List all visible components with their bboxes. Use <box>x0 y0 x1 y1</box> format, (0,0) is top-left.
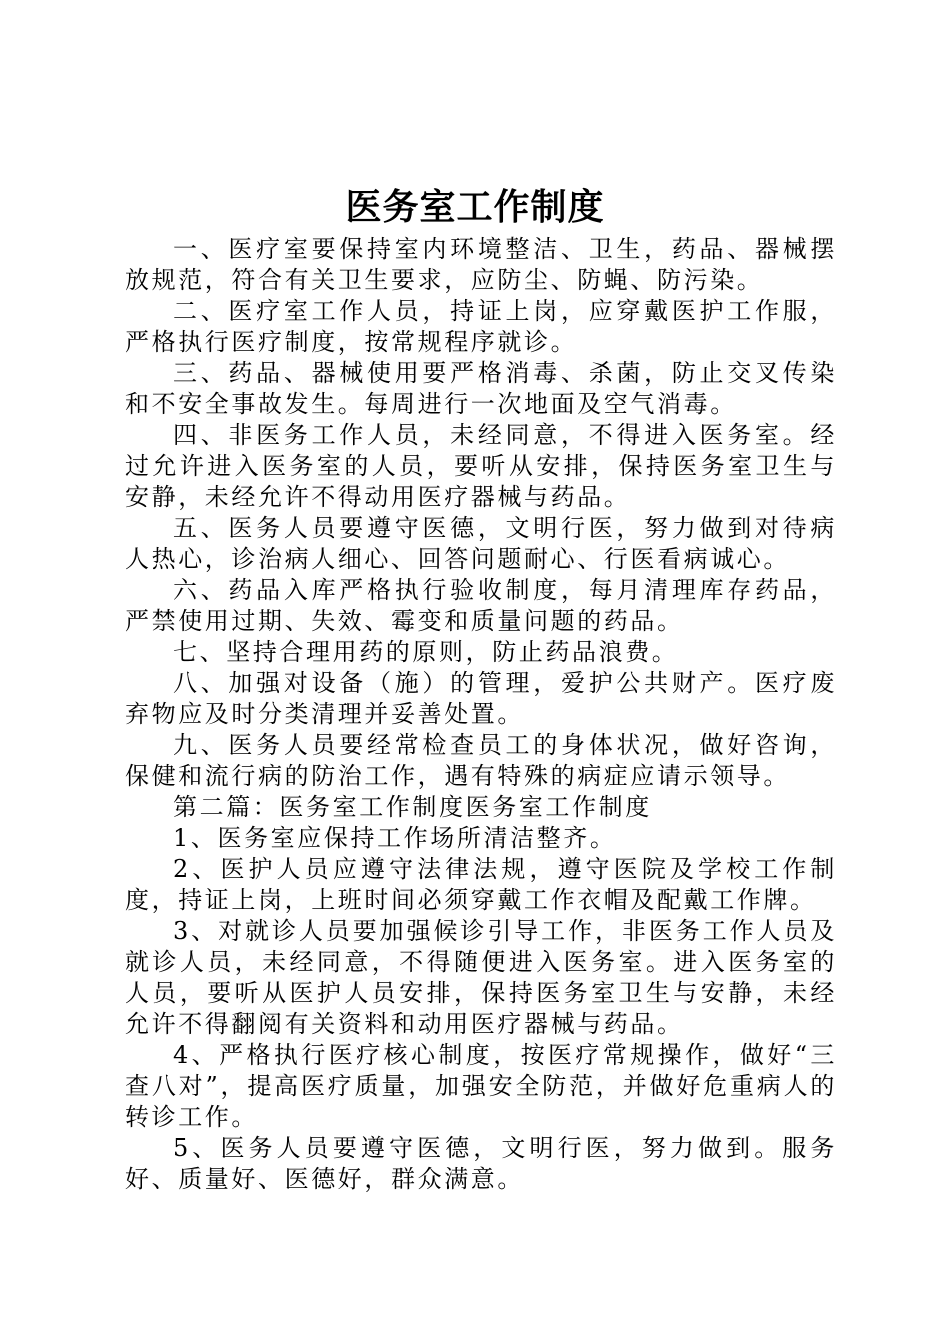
paragraph: 五、医务人员要遵守医德，文明行医，努力做到对待病人热心，诊治病人细心、回答问题耐心、行医看病诚心。 <box>125 514 837 573</box>
paragraph: 3、对就诊人员要加强候诊引导工作，非医务工作人员及就诊人员，未经同意，不得随便进入医务室。进入医务室的人员，要听从医护人员安排，保持医务室卫生与安静，未经允许不得翻阅有关资料和动用医疗器械与药品。 <box>125 917 837 1038</box>
paragraph: 四、非医务工作人员，未经同意，不得进入医务室。经过允许进入医务室的人员，要听从安排，保持医务室卫生与安静，未经允许不得动用医疗器械与药品。 <box>125 421 837 511</box>
paragraph: 二、医疗室工作人员，持证上岗，应穿戴医护工作服，严格执行医疗制度，按常规程序就诊。 <box>125 297 837 356</box>
paragraph: 1、医务室应保持工作场所清洁整齐。 <box>173 824 617 852</box>
paragraph: 4、严格执行医疗核心制度，按医疗常规操作，做好“三查八对”，提高医疗质量，加强安全防范，并做好危重病人的转诊工作。 <box>125 1041 837 1131</box>
paragraph: 三、药品、器械使用要严格消毒、杀菌，防止交叉传染和不安全事故发生。每周进行一次地面及空气消毒。 <box>125 359 837 418</box>
document-body <box>125 234 837 1195</box>
paragraph: 2、医护人员应遵守法律法规，遵守医院及学校工作制度，持证上岗，上班时间必须穿戴工作衣帽及配戴工作牌。 <box>125 855 837 914</box>
paragraph: 九、医务人员要经常检查员工的身体状况，做好咨询，保健和流行病的防治工作，遇有特殊的病症应请示领导。 <box>125 731 837 790</box>
document-title: 医务室工作制度 <box>345 186 605 228</box>
paragraph: 八、加强对设备（施）的管理，爱护公共财产。医疗废弃物应及时分类清理并妥善处置。 <box>125 669 837 728</box>
paragraph: 六、药品入库严格执行验收制度，每月清理库存药品，严禁使用过期、失效、霉变和质量问题的药品。 <box>125 576 837 635</box>
paragraph: 七、坚持合理用药的原则，防止药品浪费。 <box>173 638 679 666</box>
section-heading: 第二篇：医务室工作制度医务室工作制度 <box>173 793 652 821</box>
paragraph: 5、医务人员要遵守医德，文明行医，努力做到。服务好、质量好、医德好，群众满意。 <box>125 1134 837 1193</box>
paragraph: 一、医疗室要保持室内环境整洁、卫生，药品、器械摆放规范，符合有关卫生要求，应防尘、防蝇、防污染。 <box>125 235 837 294</box>
